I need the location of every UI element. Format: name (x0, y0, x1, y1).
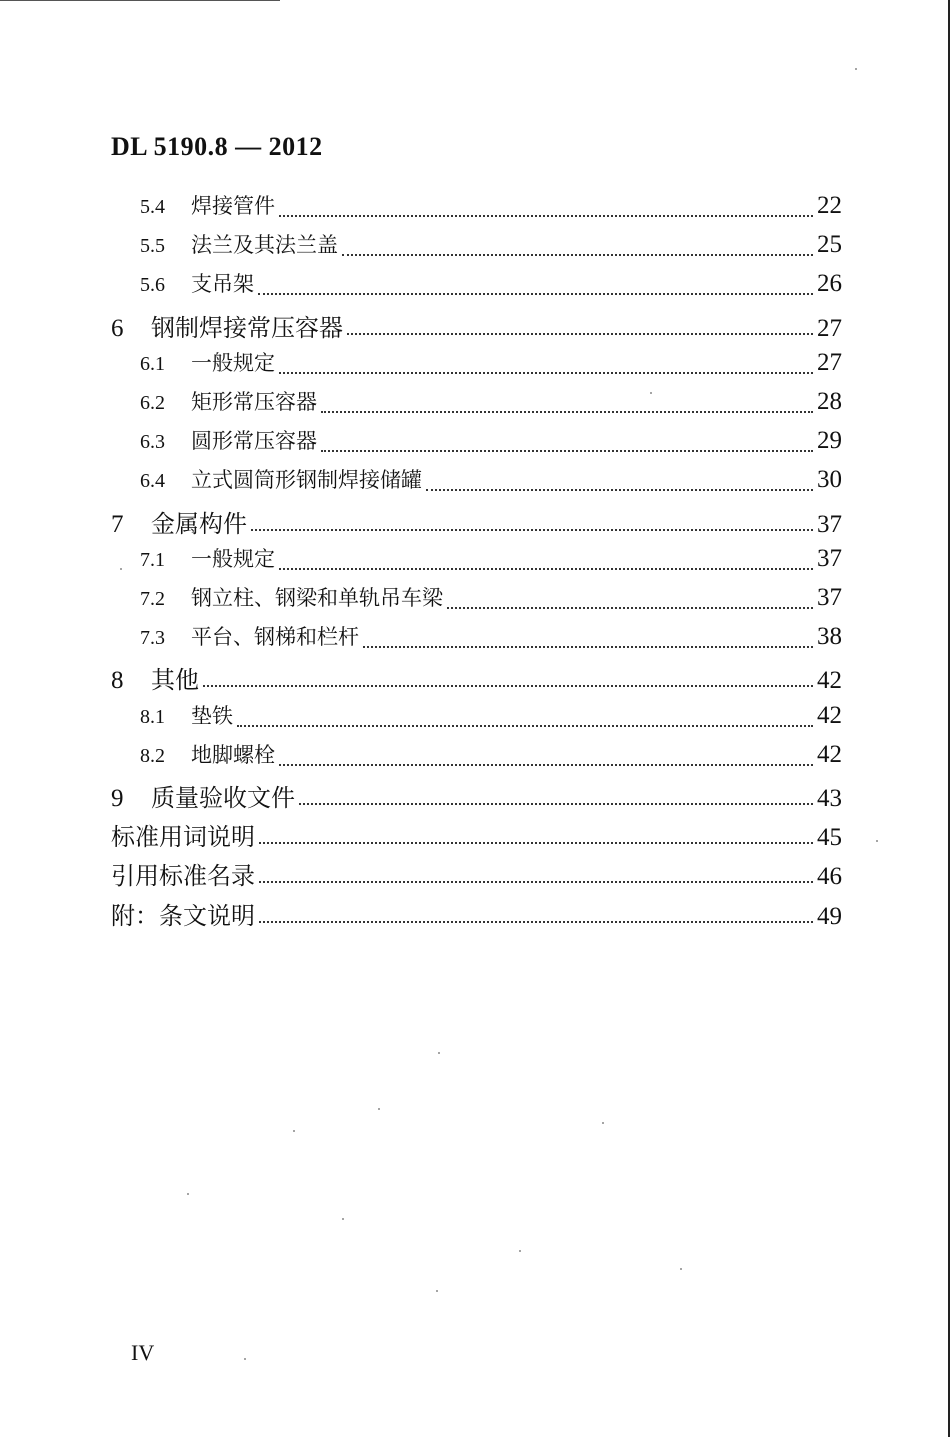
toc-entry-page: 37 (817, 584, 842, 611)
toc-entry-number: 7.1 (140, 549, 165, 571)
toc-leader-dots (342, 254, 813, 256)
toc-entry-number: 5.6 (140, 274, 165, 296)
toc-entry-title: 附：条文说明 (111, 902, 255, 930)
toc-entry-number: 6 (111, 315, 124, 342)
toc-entry (111, 817, 842, 856)
toc-entry (140, 425, 842, 464)
toc-entry-title: 支吊架 (191, 272, 254, 296)
toc-leader-dots (251, 529, 813, 531)
toc-entry (140, 386, 842, 425)
top-rule (0, 0, 280, 1)
scan-speck (519, 1250, 521, 1252)
toc-entry-title: 其他 (151, 666, 199, 694)
toc-entry-title: 矩形常压容器 (191, 390, 317, 414)
scan-speck (187, 1193, 189, 1195)
toc-entry-title: 一般规定 (191, 547, 275, 571)
toc-entry (140, 268, 842, 307)
scan-speck (120, 568, 122, 570)
toc-entry-page: 37 (817, 545, 842, 572)
toc-entry-page: 27 (817, 349, 842, 376)
toc-entry-page: 27 (817, 315, 842, 342)
toc-entry-title: 钢制焊接常压容器 (151, 314, 343, 342)
toc-entry-page: 38 (817, 623, 842, 650)
toc-entry-page: 30 (817, 466, 842, 493)
toc-entry-number: 6.2 (140, 392, 165, 414)
toc-leader-dots (237, 725, 813, 727)
toc-leader-dots (363, 646, 813, 648)
scan-speck (855, 68, 857, 70)
scan-speck (650, 392, 652, 394)
toc-entry-page: 43 (817, 785, 842, 812)
toc-entry-page: 29 (817, 427, 842, 454)
toc-entry-page: 22 (817, 192, 842, 219)
toc-entry-page: 45 (817, 824, 842, 851)
scan-speck (342, 1218, 344, 1220)
document-code-header: DL 5190.8 — 2012 (111, 132, 323, 161)
toc-entry (140, 700, 842, 739)
toc-entry (140, 190, 842, 229)
toc-entry-title: 质量验收文件 (151, 784, 295, 812)
toc-leader-dots (321, 411, 813, 413)
toc-entry (140, 582, 842, 621)
toc-entry (111, 308, 842, 347)
toc-leader-dots (259, 842, 813, 844)
toc-entry-number: 6.4 (140, 470, 165, 492)
toc-entry (111, 896, 842, 935)
toc-entry-title: 立式圆筒形钢制焊接储罐 (191, 468, 422, 492)
toc-leader-dots (203, 685, 813, 687)
toc-entry (140, 347, 842, 386)
toc-entry-number: 8 (111, 667, 124, 694)
scan-speck (876, 840, 878, 842)
scan-speck (378, 1108, 380, 1110)
toc-entry-number: 9 (111, 785, 124, 812)
toc-entry-number: 5.4 (140, 196, 165, 218)
toc-entry-page: 26 (817, 270, 842, 297)
toc-entry-page: 37 (817, 511, 842, 538)
toc-entry-title: 圆形常压容器 (191, 429, 317, 453)
scan-speck (436, 1290, 438, 1292)
scan-speck (602, 1122, 604, 1124)
toc-leader-dots (259, 921, 813, 923)
toc-entry (140, 739, 842, 778)
toc-entry-page: 25 (817, 231, 842, 258)
toc-leader-dots (321, 450, 813, 452)
toc-entry-number: 5.5 (140, 235, 165, 257)
toc-leader-dots (347, 333, 813, 335)
toc-leader-dots (259, 881, 813, 883)
toc-entry-title: 垫铁 (191, 704, 233, 728)
toc-leader-dots (279, 764, 813, 766)
toc-entry-page: 49 (817, 903, 842, 930)
toc-entry-number: 7 (111, 511, 124, 538)
toc-entry-title: 一般规定 (191, 351, 275, 375)
toc-entry-page: 42 (817, 702, 842, 729)
toc-entry-title: 法兰及其法兰盖 (191, 233, 338, 257)
toc-entry-number: 7.3 (140, 627, 165, 649)
toc-entry (111, 778, 842, 817)
toc-entry (140, 464, 842, 503)
toc-entry-page: 46 (817, 863, 842, 890)
toc-leader-dots (426, 489, 813, 491)
scan-speck (293, 1130, 295, 1132)
toc-leader-dots (279, 568, 813, 570)
toc-entry-page: 28 (817, 388, 842, 415)
scan-speck (438, 1052, 440, 1054)
toc-entry-title: 焊接管件 (191, 194, 275, 218)
toc-leader-dots (299, 803, 813, 805)
scan-speck (244, 1358, 246, 1360)
toc-entry-title: 地脚螺栓 (191, 743, 275, 767)
toc-leader-dots (279, 215, 813, 217)
toc-entry-title: 金属构件 (151, 510, 247, 538)
page-number: IV (131, 1340, 155, 1365)
toc-entry-number: 8.2 (140, 745, 165, 767)
toc-entry-number: 8.1 (140, 706, 165, 728)
toc-entry (140, 621, 842, 660)
toc-entry (111, 504, 842, 543)
toc-leader-dots (258, 293, 813, 295)
toc-entry (111, 856, 842, 895)
toc-entry-page: 42 (817, 741, 842, 768)
toc-entry-title: 引用标准名录 (111, 862, 255, 890)
toc-entry-number: 7.2 (140, 588, 165, 610)
toc-entry-number: 6.1 (140, 353, 165, 375)
toc-entry (111, 660, 842, 699)
toc-entry (140, 543, 842, 582)
toc-entry (140, 229, 842, 268)
toc-entry-title: 标准用词说明 (111, 823, 255, 851)
toc-entry-number: 6.3 (140, 431, 165, 453)
toc-entry-page: 42 (817, 667, 842, 694)
toc-entry-title: 钢立柱、钢梁和单轨吊车梁 (191, 586, 443, 610)
toc-leader-dots (279, 372, 813, 374)
toc-entry-title: 平台、钢梯和栏杆 (191, 625, 359, 649)
toc-leader-dots (447, 607, 813, 609)
scan-speck (680, 1268, 682, 1270)
